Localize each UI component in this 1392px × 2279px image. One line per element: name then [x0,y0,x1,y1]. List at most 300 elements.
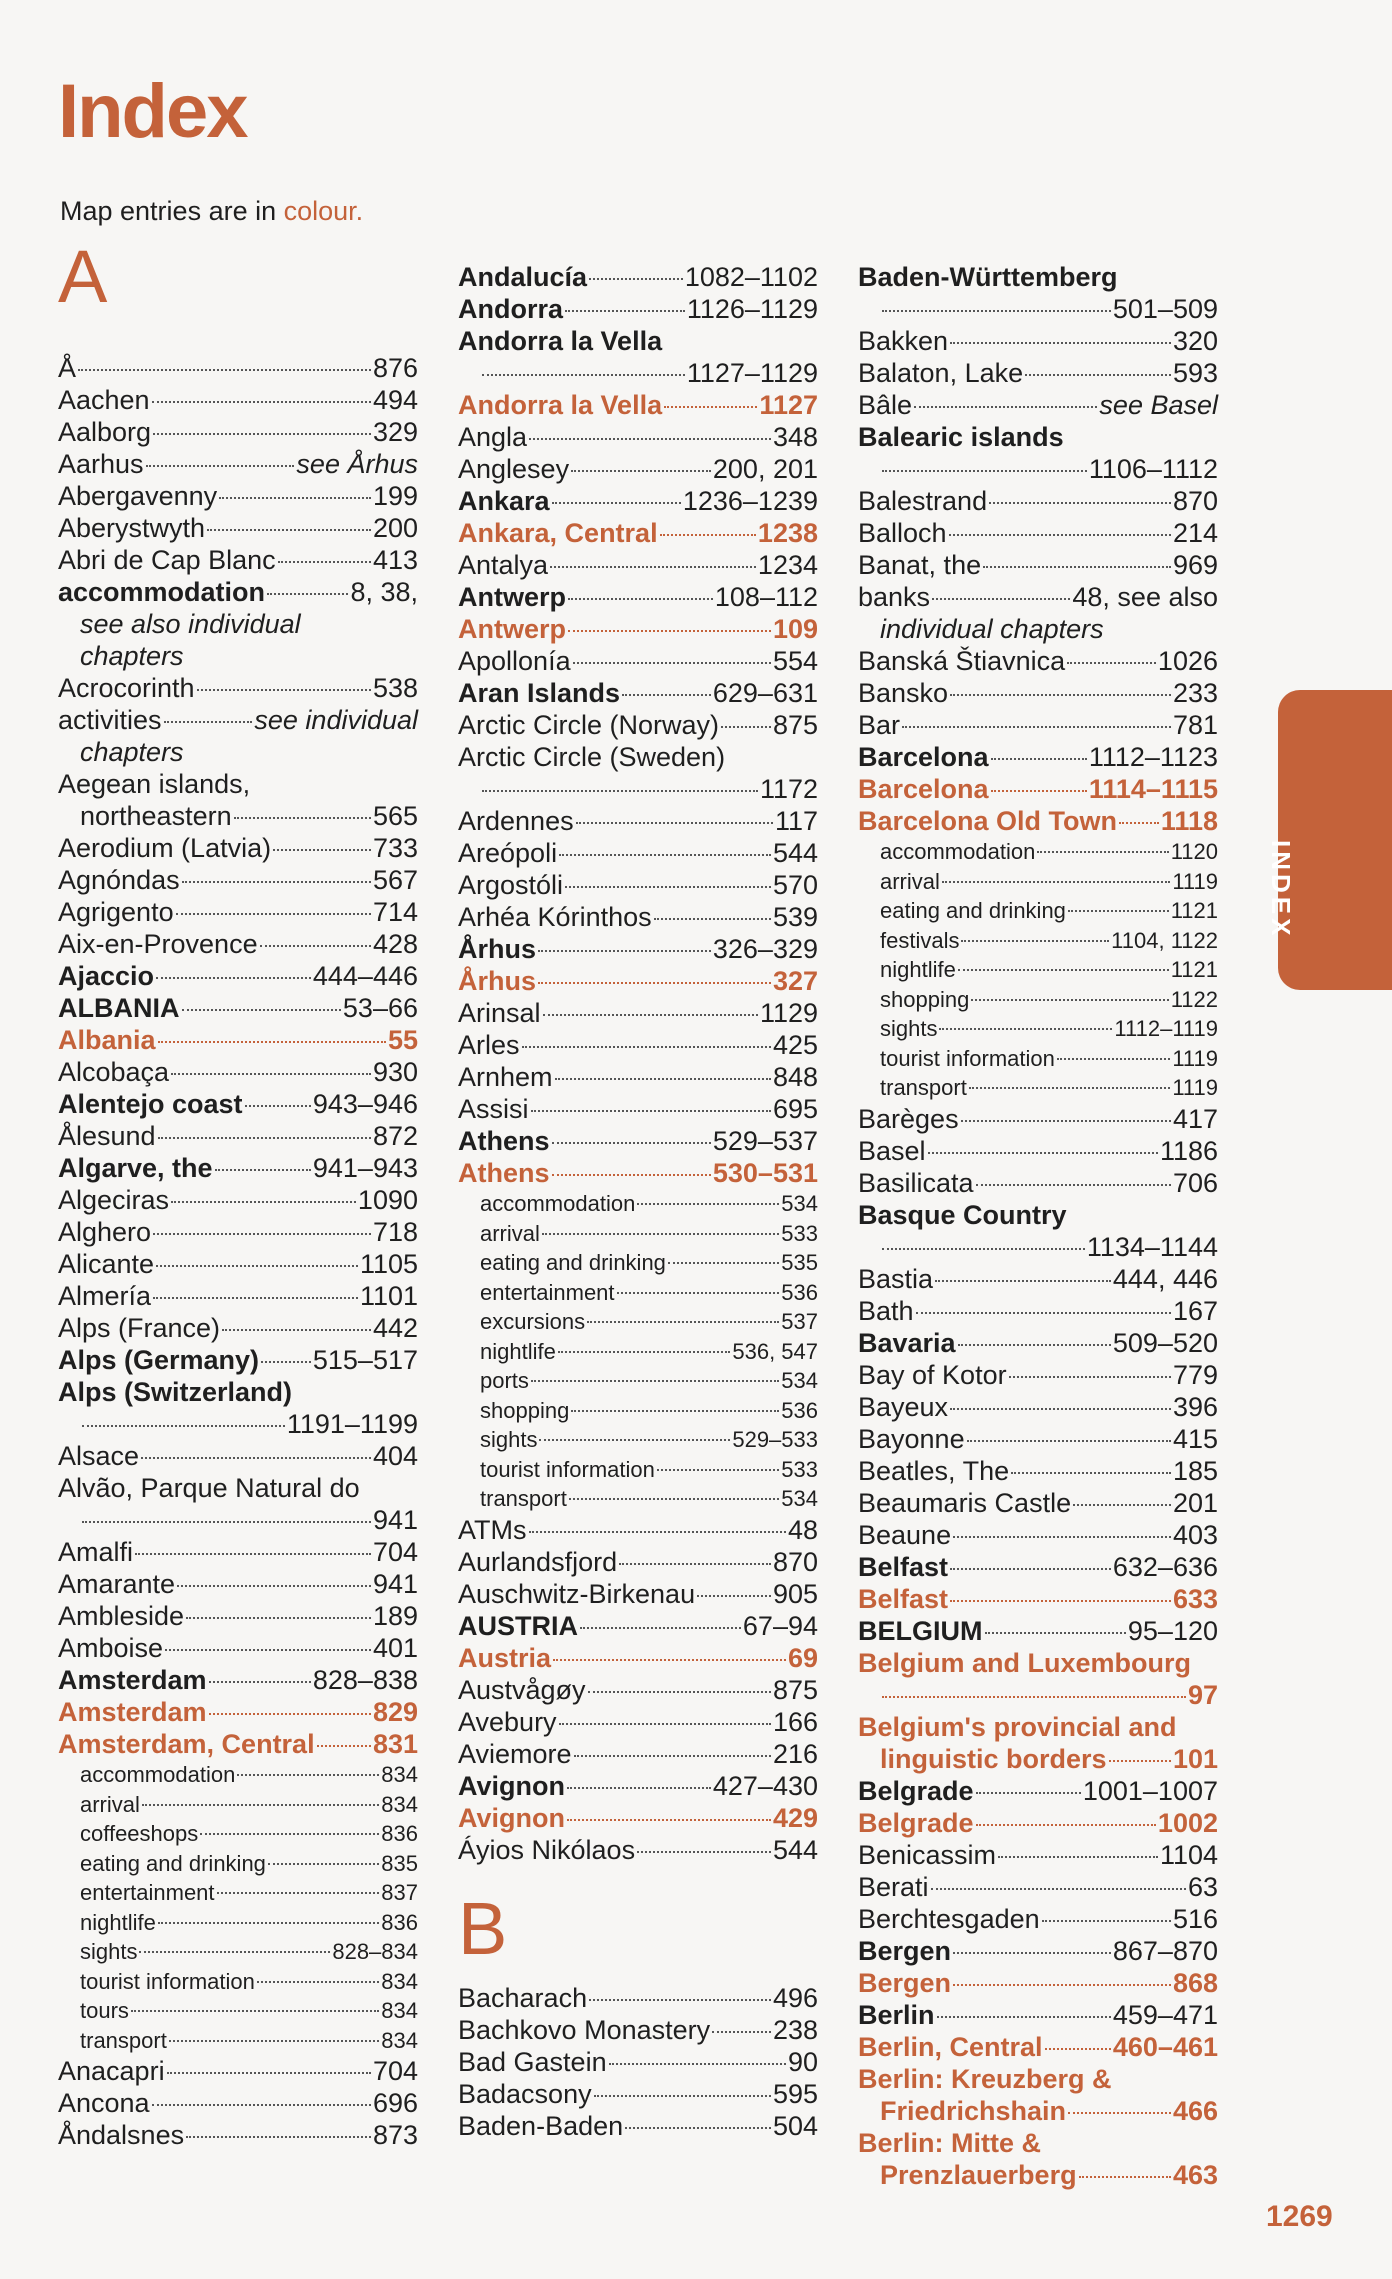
leader-dots [245,1105,311,1107]
entry-pages: 1101 [359,1281,418,1311]
entry-name: entertainment [480,1279,615,1305]
entry-pages: 1112–1119 [1114,1016,1218,1041]
entry-pages: 427–430 [712,1770,818,1801]
entry-name: Baden-Württemberg [858,262,1118,292]
leader-dots [961,940,1109,942]
index-entry [858,325,1218,357]
index-entry [458,1610,818,1642]
entry-name: Benicassim [858,1839,997,1870]
entry-name: Aix-en-Provence [58,929,258,959]
entry-pages: 529–533 [732,1427,818,1452]
entry-pages: 1236–1239 [682,486,818,516]
entry-name: arrival [480,1220,540,1246]
index-subentry [58,1878,418,1908]
leader-dots [654,918,771,920]
entry-name: Å [58,353,77,383]
leader-dots [542,1233,779,1235]
leader-dots [82,1521,371,1523]
leader-dots [949,534,1171,536]
leader-dots [567,1787,711,1789]
leader-dots [928,1152,1158,1154]
index-map-entry [858,2031,1218,2063]
entry-pages: 696 [372,2088,418,2118]
index-column-3 [858,261,1218,2191]
leader-dots [257,1981,379,1983]
entry-name: Andorra la Vella [458,390,663,420]
leader-dots [958,1344,1111,1346]
index-entry [858,1327,1218,1359]
leader-dots [1009,1376,1171,1378]
entry-pages: 429 [772,1802,818,1833]
entry-pages: 496 [772,1982,818,2013]
index-entry [458,645,818,677]
entry-name: Belgrade [858,1807,974,1838]
entry-pages: 501–509 [1112,294,1218,324]
entry-name: transport [880,1075,967,1100]
leader-dots [1011,1472,1171,1474]
index-entry [458,1982,818,2014]
leader-dots [176,913,371,915]
entry-name: arrival [880,868,940,894]
index-entry [858,1359,1218,1391]
entry-pages: 199 [372,481,418,511]
leader-dots [571,1410,779,1412]
entry-name: Aran Islands [458,678,621,708]
entry-name: Alcobaça [58,1057,170,1087]
entry-name: transport [80,2027,167,2053]
index-entry [58,1216,418,1248]
leader-dots [1057,1058,1170,1060]
entry-name: tourist information [480,1456,655,1482]
index-entry [58,544,418,576]
index-entry [858,357,1218,389]
entry-name: nightlife [480,1338,556,1364]
index-subentry [458,1425,818,1455]
entry-pages: 90 [787,2046,818,2077]
entry-name: Prenzlauerberg [880,2159,1077,2190]
leader-dots [664,406,757,408]
leader-dots [939,1028,1112,1030]
index-entry [858,1103,1218,1135]
entry-pages: 327 [772,966,818,996]
entry-pages: see individual [254,705,418,735]
entry-name: Bar [858,710,901,740]
entry-pages: 1129 [759,998,818,1028]
entry-pages: 941 [372,1505,418,1535]
index-subentry [58,1996,418,2026]
entry-name: Aarhus [58,449,144,479]
entry-name: nightlife [880,957,956,982]
entry-name: Balearic islands [858,422,1064,452]
leader-dots [171,1073,371,1075]
entry-name: Amsterdam [58,1665,207,1695]
leader-dots [594,2095,771,2097]
entry-pages: 633 [1172,1583,1218,1614]
entry-name: Bavaria [858,1327,956,1358]
index-entry [58,1472,418,1504]
entry-name: Beaune [858,1519,952,1550]
index-entry [458,837,818,869]
entry-pages: 870 [1172,486,1218,516]
index-entry [458,741,818,773]
entry-pages: 415 [1172,1423,1218,1454]
leader-dots [261,1361,311,1363]
leader-dots [273,849,371,851]
leader-dots [529,1531,786,1533]
entry-pages: 565 [372,801,418,831]
entry-name: Belgrade [858,1775,974,1806]
entry-name: Bath [858,1295,914,1326]
index-entry [458,901,818,933]
entry-pages: 529–537 [712,1126,818,1156]
entry-name: Aurlandsfjord [458,1546,618,1577]
entry-pages: 1001–1007 [1082,1775,1218,1806]
entry-pages: 460–461 [1112,2031,1218,2062]
leader-dots [215,1169,311,1171]
entry-pages: 1121 [1170,898,1218,923]
entry-name: Barcelona Old Town [858,806,1118,836]
entry-pages: 48, see also [1072,582,1218,612]
entry-pages: 718 [372,1217,418,1247]
entry-name: Barèges [858,1103,959,1134]
page-number: 1269 [1266,2200,1333,2233]
entry-name: Basque Country [858,1199,1067,1230]
entry-pages: 870 [772,1546,818,1577]
index-entry [58,1248,418,1280]
section-letter: B [458,1886,508,1970]
leader-dots [539,1439,730,1441]
leader-dots [576,822,773,824]
leader-dots [961,1120,1171,1122]
leader-dots [182,881,371,883]
entry-name: Amarante [58,1569,176,1599]
entry-pages: 781 [1172,710,1218,740]
index-entry [458,1834,818,1866]
entry-name: coffeeshops [80,1821,199,1846]
entry-name: Agnóndas [58,865,180,895]
index-subentry [858,926,1218,956]
leader-dots [552,1174,711,1176]
entry-name: accommodation [58,577,266,607]
leader-dots [186,2136,371,2138]
index-entry [858,453,1218,485]
entry-name: Bachkovo Monastery [458,2014,711,2045]
index-entry [58,2087,418,2119]
leader-dots [139,1951,330,1953]
entry-name: Alentejo coast [58,1089,243,1119]
leader-dots [697,1595,771,1597]
entry-name: Acrocorinth [58,673,195,703]
entry-pages: 200 [372,513,418,543]
index-entry [58,960,418,992]
leader-dots [538,950,711,952]
entry-pages: 1186 [1159,1135,1218,1166]
index-subentry [458,1337,818,1367]
leader-dots [550,566,756,568]
leader-dots [237,1774,379,1776]
entry-name: shopping [480,1397,570,1423]
entry-pages: 516 [1172,1903,1218,1934]
page-title: Index [58,69,247,154]
index-entry [858,1615,1218,1647]
index-subentry [858,985,1218,1015]
leader-dots [171,1201,356,1203]
entry-pages: 941–943 [312,1153,418,1183]
leader-dots [1025,374,1171,376]
index-entry [458,1578,818,1610]
entry-pages: 868 [1172,1967,1218,1998]
entry-pages: 535 [781,1250,818,1275]
entry-name: arrival [80,1791,140,1817]
entry-pages: 1127–1129 [686,358,818,388]
entry-pages: 201 [1172,1487,1218,1518]
entry-pages: 595 [772,2078,818,2109]
entry-name: eating and drinking [80,1850,266,1876]
leader-dots [559,1723,771,1725]
leader-dots [207,529,371,531]
entry-name: Alps (Germany) [58,1345,260,1375]
leader-dots [916,1312,1171,1314]
entry-name: BELGIUM [858,1615,983,1646]
index-entry [458,1061,818,1093]
index-entry [858,1199,1218,1231]
index-entry [58,608,418,640]
entry-pages: 695 [772,1094,818,1124]
entry-name: banks [858,582,931,612]
entry-pages: 536 [781,1279,818,1305]
entry-pages: 706 [1172,1167,1218,1198]
index-entry [58,1312,418,1344]
index-entry [458,357,818,389]
entry-pages: 834 [381,1762,418,1787]
entry-name: Århus [458,934,537,964]
entry-pages: 428 [372,929,418,959]
index-entry [458,1706,818,1738]
entry-name: Berlin [858,1999,935,2030]
leader-dots [522,1046,771,1048]
leader-dots [573,662,771,664]
index-entry [58,1632,418,1664]
leader-dots [931,1888,1186,1890]
leader-dots [971,999,1168,1001]
entry-pages: 167 [1172,1295,1218,1326]
index-subentry [858,1044,1218,1074]
entry-pages: 867–870 [1112,1935,1218,1966]
index-entry [858,709,1218,741]
index-entry [58,1536,418,1568]
entry-name: Antwerp [458,614,566,644]
index-entry [58,928,418,960]
leader-dots [559,854,771,856]
entry-name: nightlife [80,1909,156,1935]
entry-pages: 876 [372,353,418,383]
leader-dots [158,1922,379,1924]
entry-pages: 1126–1129 [686,294,818,324]
entry-pages: 442 [372,1313,418,1343]
entry-name: Antalya [458,550,549,580]
index-map-entry [858,805,1218,837]
entry-name: Berlin: Mitte & [858,2127,1042,2158]
index-entry [858,293,1218,325]
index-subentry [58,1819,418,1849]
leader-dots [953,1984,1171,1986]
entry-pages: 829 [372,1697,418,1727]
index-map-entry [858,773,1218,805]
index-entry [858,1423,1218,1455]
entry-pages: 834 [381,2027,418,2053]
entry-name: festivals [880,927,960,953]
entry-name: Alps (France) [58,1313,221,1343]
entry-name: eating and drinking [880,898,1066,923]
index-entry [858,421,1218,453]
index-map-entry [458,517,818,549]
index-entry [58,800,418,832]
index-entry [458,709,818,741]
leader-dots [200,1833,379,1835]
entry-pages: 567 [372,865,418,895]
entry-pages: 1172 [759,774,818,804]
index-map-entry [458,1642,818,1674]
entry-pages: 941 [372,1569,418,1599]
index-entry [458,1093,818,1125]
entry-name: Assisi [458,1094,529,1124]
entry-name: Belgium and Luxembourg [858,1647,1192,1678]
index-entry [458,1546,818,1578]
index-entry [858,1263,1218,1295]
index-subentry [458,1307,818,1337]
entry-pages: 831 [372,1729,418,1759]
leader-dots [234,817,371,819]
entry-pages: 1119 [1172,1045,1218,1071]
index-map-entry [58,1728,418,1760]
index-entry [58,832,418,864]
leader-dots [552,502,681,504]
index-map-entry [458,1157,818,1189]
entry-pages: 828–834 [332,1939,418,1964]
entry-name: Bayeux [858,1391,949,1422]
leader-dots [882,310,1111,312]
entry-pages: 1105 [359,1249,418,1279]
index-entry [58,1344,418,1376]
index-entry [58,416,418,448]
leader-dots [983,566,1171,568]
index-subentry [58,1908,418,1938]
leader-dots [1079,2176,1171,2178]
leader-dots [558,1351,731,1353]
entry-name: Austvågøy [458,1674,586,1705]
entry-pages: 1234 [757,550,818,580]
intro-highlight: colour. [283,196,364,226]
entry-pages: 834 [381,1968,418,1994]
index-entry [858,1135,1218,1167]
entry-name: Ambleside [58,1601,185,1631]
index-entry [858,1391,1218,1423]
leader-dots [482,374,685,376]
entry-pages: see Basel [1099,390,1218,420]
entry-pages: 539 [772,902,818,932]
index-subentry [58,1937,418,1967]
index-entry [458,549,818,581]
leader-dots [197,689,371,691]
entry-name: excursions [480,1309,586,1334]
index-entry [858,1551,1218,1583]
entry-pages: 53–66 [342,993,418,1023]
entry-name: Bad Gastein [458,2046,607,2077]
entry-name: Arhéa Kórinthos [458,902,652,932]
entry-pages: 233 [1172,678,1218,708]
index-subentry [858,896,1218,926]
index-entry [458,453,818,485]
leader-dots [1109,1760,1171,1762]
leader-dots [153,1233,371,1235]
leader-dots [950,1568,1111,1570]
index-subentry [58,2026,418,2056]
leader-dots [153,433,371,435]
index-entry [458,2046,818,2078]
entry-name: Bayonne [858,1423,965,1454]
entry-name: see also individual [80,609,301,639]
entry-name: Ålesund [58,1121,156,1151]
entry-pages: 905 [772,1578,818,1609]
index-entry [58,1600,418,1632]
entry-name: Anacapri [58,2056,165,2086]
entry-name: Avebury [458,1706,557,1737]
index-entry [58,480,418,512]
leader-dots [942,881,1170,883]
entry-pages: 466 [1172,2095,1218,2126]
entry-name: entertainment [80,1880,215,1905]
entry-pages: 536 [781,1397,818,1423]
index-entry [58,1184,418,1216]
entry-pages: 166 [772,1706,818,1737]
index-map-entry [458,1802,818,1834]
index-entry [458,421,818,453]
index-subentry [458,1219,818,1249]
index-entry [858,485,1218,517]
entry-name: Aachen [58,385,150,415]
entry-pages: 1121 [1170,957,1218,982]
leader-dots [976,1184,1171,1186]
entry-name: accommodation [880,839,1036,864]
entry-name: Aegean islands, [58,769,251,799]
entry-name: Albania [58,1025,156,1055]
entry-pages: 837 [381,1880,418,1905]
entry-pages: 1134–1144 [1086,1231,1218,1262]
entry-pages: 401 [372,1633,418,1663]
entry-name: Aviemore [458,1738,572,1769]
entry-pages: 1104, 1122 [1111,927,1218,953]
index-entry [458,261,818,293]
entry-pages: 836 [381,1821,418,1846]
entry-name: Friedrichshain [880,2095,1067,2126]
index-subentry [58,1849,418,1879]
index-entry [858,581,1218,613]
leader-dots [882,470,1087,472]
entry-pages: 544 [772,1834,818,1865]
leader-dots [571,470,711,472]
entry-pages: 1104 [1159,1839,1218,1870]
entry-name: Beaumaris Castle [858,1487,1072,1518]
leader-dots [953,1952,1111,1954]
index-entry [858,1871,1218,1903]
entry-name: Badacsony [458,2078,592,2109]
leader-dots [135,1553,371,1555]
index-subentry [58,1760,418,1790]
entry-name: Aalborg [58,417,152,447]
index-entry [58,576,418,608]
leader-dots [660,534,756,536]
entry-pages: 509–520 [1112,1327,1218,1358]
